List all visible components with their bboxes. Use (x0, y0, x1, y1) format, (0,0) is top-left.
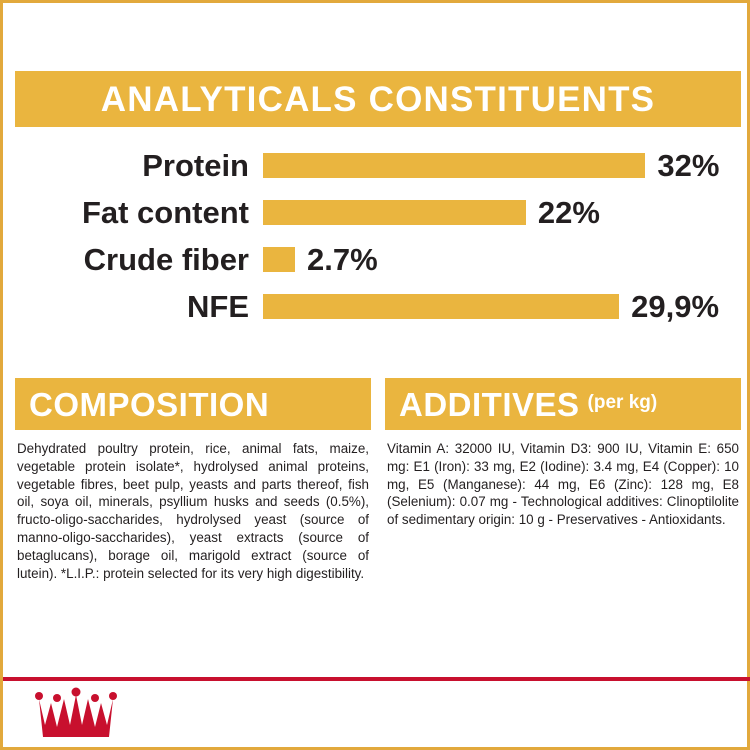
analyticals-title: ANALYTICALS CONSTITUENTS (100, 79, 656, 119)
chart-row-bar (263, 153, 645, 178)
additives-text: Vitamin A: 32000 IU, Vitamin D3: 900 IU, Vitamin E: 650 mg: E1 (Iron): 33 mg, E2 (Iodine): 3.4 mg, E4 (Copper): 10 mg, E5 (Manganese): 44 mg, E6 (Zinc): 128 mg, E8 (Selenium): 0.07 mg - Technological additives: Clinoptilolite of sedimentary origin: 10 g - Preservatives - Antioxidants. (387, 441, 739, 528)
footer-divider (3, 677, 750, 681)
chart-row-track (263, 289, 741, 325)
chart-row-value: 29,9% (631, 288, 720, 324)
additives-panel (385, 378, 741, 583)
chart-row-label: NFE (187, 288, 249, 324)
chart-row-bar (263, 200, 526, 225)
chart-row-bar (263, 294, 619, 319)
additives-body (385, 430, 741, 529)
footer (3, 677, 750, 747)
additives-header (385, 378, 741, 430)
chart-row-label: Protein (142, 147, 249, 183)
chart-row-track (263, 242, 741, 278)
chart-row-label: Fat content (81, 194, 249, 230)
composition-title: COMPOSITION (29, 385, 270, 423)
chart-row (15, 143, 741, 188)
chart-row (15, 190, 741, 235)
additives-title: ADDITIVES (399, 385, 580, 423)
chart-row-label: Crude fiber (83, 241, 249, 277)
crown-logo-icon (31, 685, 121, 743)
chart-row-track (263, 148, 741, 184)
chart-row (15, 284, 741, 329)
composition-panel (15, 378, 371, 583)
composition-body (15, 430, 371, 583)
chart-row-value: 22% (537, 194, 600, 230)
analyticals-chart (15, 143, 741, 331)
chart-row-bar (263, 247, 295, 272)
composition-header (15, 378, 371, 430)
analyticals-header (15, 71, 741, 127)
additives-subtitle: (per kg) (587, 392, 658, 413)
chart-row-value: 32% (657, 147, 720, 183)
composition-text: Dehydrated poultry protein, rice, animal fats, maize, vegetable protein isolate*, hydrolysed animal proteins, vegetable fibres, beet pulp, yeasts and parts thereof, fish oil, soya oil, minerals, psyllium husks and seeds (0.5%), fructo-oligo-saccharides, hydrolysed yeast (source of manno-oligo-saccharides), yeast extracts (source of betaglucans), borage oil, marigold extract (source of lutein). *L.I.P.: protein selected for its very high digestibility. (17, 441, 369, 581)
chart-row-value: 2.7% (307, 241, 378, 277)
detail-panels (15, 378, 741, 583)
chart-row-track (263, 195, 741, 231)
chart-row (15, 237, 741, 282)
